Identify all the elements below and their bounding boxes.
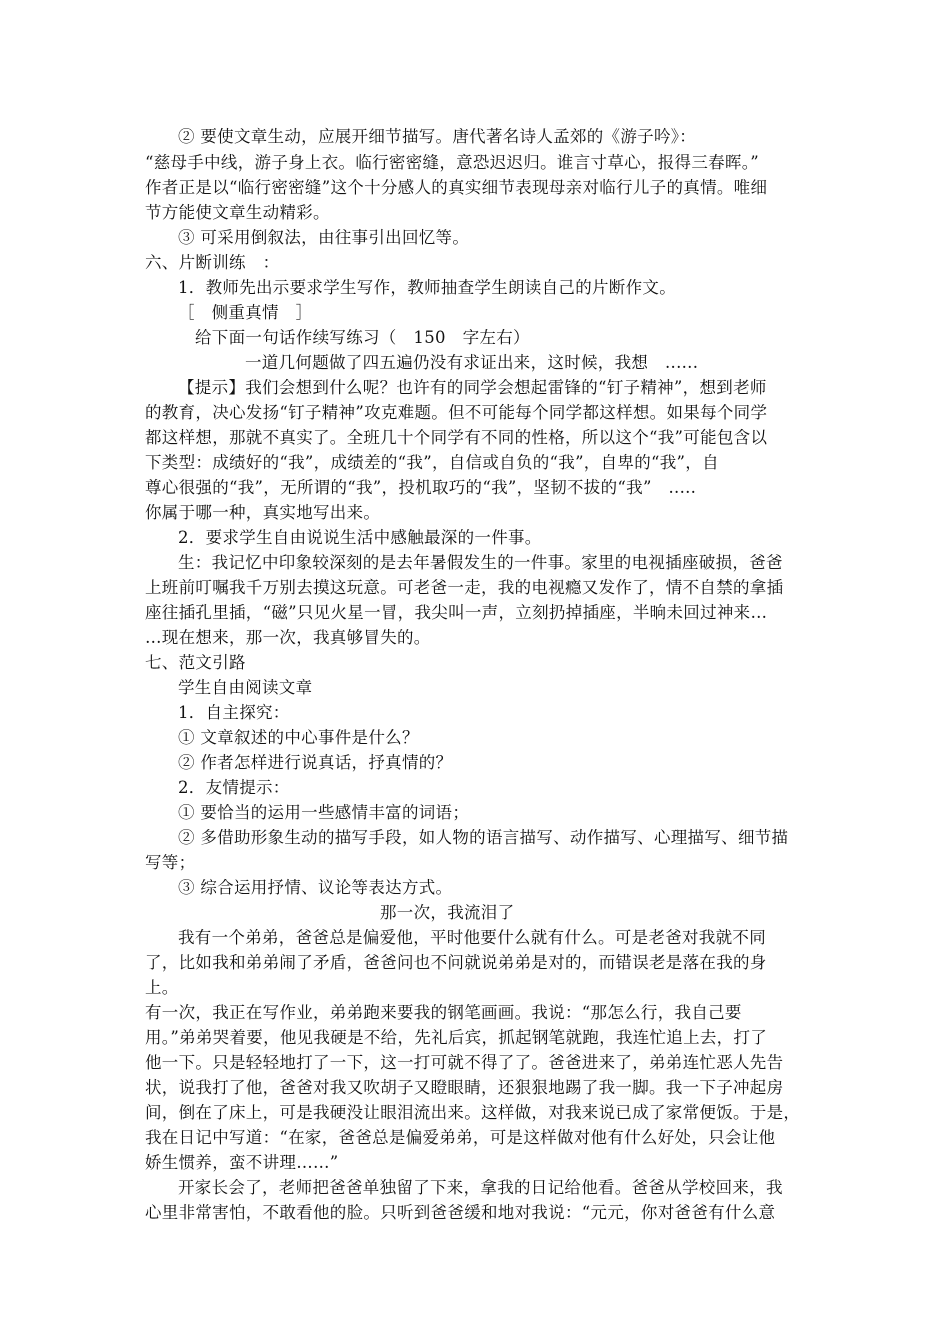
paragraph-line: 我有一个弟弟，爸爸总是偏爱他，平时他要什么就有什么。可是老爸对我就不同 — [178, 928, 766, 947]
paragraph-line: 【提示】我们会想到什么呢？也许有的同学会想起雷锋的“钉子精神”，想到老师 — [178, 378, 767, 397]
paragraph-line: 2．要求学生自由说说生活中感触最深的一件事。 — [178, 528, 542, 547]
paragraph-line: ① 要恰当的运用一些感情丰富的词语； — [178, 803, 470, 822]
paragraph-line: 尊心很强的“我”，无所谓的“我”，投机取巧的“我”，坚韧不拔的“我” ..... — [145, 478, 697, 497]
paragraph-line: 有一次，我正在写作业，弟弟跑来要我的钢笔画画。我说：“那怎么行，我自己要 — [145, 1003, 742, 1022]
paragraph-line: 上班前叮嘱我千万别去摸这玩意。可老爸一走，我的电视瘾又发作了，情不自禁的拿插 — [145, 578, 784, 597]
section-heading: 七、范文引路 — [145, 653, 246, 672]
paragraph-line: 1．自主探究： — [178, 703, 290, 722]
paragraph-line: 心里非常害怕，不敢看他的脸。只听到爸爸缓和地对我说：“元元，你对爸爸有什么意 — [145, 1203, 776, 1222]
paragraph-line: 我在日记中写道：“在家，爸爸总是偏爱弟弟，可是这样做对他有什么好处，只会让他 — [145, 1128, 776, 1147]
paragraph-line: 一道几何题做了四五遍仍没有求证出来，这时候，我想 ...... — [245, 353, 699, 372]
paragraph-line: ① 文章叙述的中心事件是什么？ — [178, 728, 419, 747]
paragraph-line: 作者正是以“临行密密缝”这个十分感人的真实细节表现母亲对临行儿子的真情。唯细 — [145, 178, 768, 197]
paragraph-line: 学生自由阅读文章 — [178, 678, 313, 697]
paragraph-line: 上。 — [145, 978, 179, 997]
paragraph-line: 你属于哪一种，真实地写出来。 — [145, 503, 381, 522]
paragraph-line: 他一下。只是轻轻地打了一下，这一打可就不得了了。爸爸进来了，弟弟连忙恶人先告 — [145, 1053, 784, 1072]
paragraph-line: 座往插孔里插，“磁”只见火星一冒，我尖叫一声，立刻扔掉插座，半晌未回过神来… — [145, 603, 768, 622]
paragraph-line: 生：我记忆中印象较深刻的是去年暑假发生的一件事。家里的电视插座破损，爸爸 — [178, 553, 783, 572]
paragraph-line: 开家长会了，老师把爸爸单独留了下来，拿我的日记给他看。爸爸从学校回来，我 — [178, 1178, 783, 1197]
paragraph-line: 都这样想，那就不真实了。全班几十个同学有不同的性格，所以这个“我”可能包含以 — [145, 428, 768, 447]
paragraph-line: 下类型：成绩好的“我”，成绩差的“我”，自信或自负的“我”，自卑的“我”，自 — [145, 453, 719, 472]
paragraph-line: 了，比如我和弟弟闹了矛盾，爸爸问也不问就说弟弟是对的，而错误老是落在我的身 — [145, 953, 767, 972]
paragraph-line: 用。”弟弟哭着要，他见我硬是不给，先礼后宾，抓起钢笔就跑，我连忙追上去，打了 — [145, 1028, 768, 1047]
paragraph-line: ② 作者怎样进行说真话，抒真情的？ — [178, 753, 453, 772]
paragraph-line: “慈母手中线，游子身上衣。临行密密缝，意恐迟迟归。谁言寸草心，报得三春晖。” — [145, 153, 760, 172]
paragraph-line: 间，倒在了床上，可是我硬没让眼泪流出来。这样做，对我来说已成了家常便饭。于是， — [145, 1103, 801, 1122]
paragraph-line: …现在想来，那一次，我真够冒失的。 — [145, 628, 431, 647]
paragraph-line: 写等； — [145, 853, 196, 872]
paragraph-line: 给下面一句话作续写练习（ 150 字左右） — [195, 328, 530, 347]
paragraph-line: 1．教师先出示要求学生写作，教师抽查学生朗读自己的片断作文。 — [178, 278, 676, 297]
paragraph-line: ② 多借助形象生动的描写手段，如人物的语言描写、动作描写、心理描写、细节描 — [178, 828, 789, 847]
paragraph-line: ③ 综合运用抒情、议论等表达方式。 — [178, 878, 453, 897]
paragraph-line: ③ 可采用倒叙法，由往事引出回忆等。 — [178, 228, 470, 247]
article-title: 那一次，我流泪了 — [380, 903, 515, 922]
section-heading: 六、片断训练 ： — [145, 253, 280, 272]
paragraph-line: 的教育，决心发扬“钉子精神”攻克难题。但不可能每个同学都这样想。如果每个同学 — [145, 403, 768, 422]
paragraph-line: ［ 侧重真情 ］ — [178, 303, 313, 322]
paragraph-line: ② 要使文章生动，应展开细节描写。唐代著名诗人孟郊的《游子吟》： — [178, 127, 697, 146]
paragraph-line: 2．友情提示： — [178, 778, 290, 797]
paragraph-line: 状，说我打了他，爸爸对我又吹胡子又瞪眼睛，还狠狠地踢了我一脚。我一下子冲起房 — [145, 1078, 784, 1097]
paragraph-line: 娇生惯养，蛮不讲理……” — [145, 1153, 339, 1172]
paragraph-line: 节方能使文章生动精彩。 — [145, 203, 330, 222]
